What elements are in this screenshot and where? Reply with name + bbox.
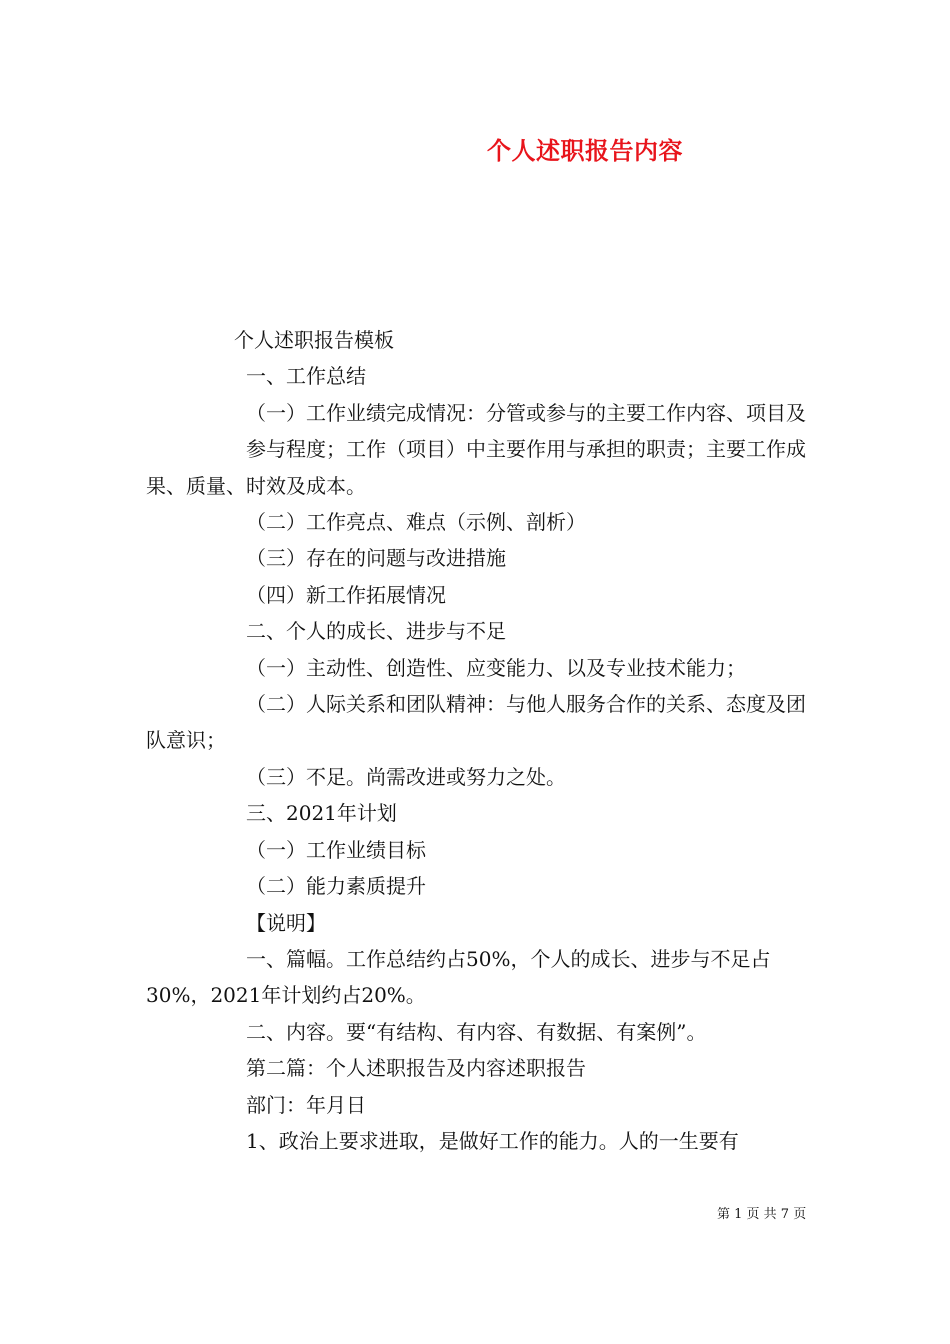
paragraph-item-2-3: （三）不足。尚需改进或努力之处。 bbox=[246, 764, 566, 789]
paragraph-item-2-2: （二）人际关系和团队精神：与他人服务合作的关系、态度及团队意识； bbox=[146, 692, 806, 753]
document-title: 个人述职报告内容 bbox=[487, 136, 683, 165]
paragraph-note-2: 二、内容。要“有结构、有内容、有数据、有案例”。 bbox=[246, 1019, 707, 1044]
paragraph-item-1-1-cont: 参与程度；工作（项目）中主要作用与承担的职责；主要工作成果、质量、时效及成本。 bbox=[146, 437, 806, 498]
page-footer: 第 1 页 共 7 页 bbox=[717, 1207, 807, 1222]
paragraph-item-1-1: （一）工作业绩完成情况：分管或参与的主要工作内容、项目及 bbox=[246, 400, 806, 425]
paragraph-second-article-title: 第二篇：个人述职报告及内容述职报告 bbox=[246, 1056, 586, 1081]
paragraph-department-date: 部门：年月日 bbox=[246, 1092, 366, 1117]
paragraph-template-heading: 个人述职报告模板 bbox=[234, 328, 394, 352]
paragraph-section-3: 三、2021年计划 bbox=[246, 801, 397, 826]
paragraph-note-1: 一、篇幅。工作总结约占50%，个人的成长、进步与不足占30%，2021年计划约占20%。 bbox=[146, 946, 771, 1008]
paragraph-item-3-2: （二）能力素质提升 bbox=[246, 874, 426, 899]
paragraph-section-1: 一、工作总结 bbox=[246, 364, 366, 389]
paragraph-item-1-3: （三）存在的问题与改进措施 bbox=[246, 546, 506, 571]
paragraph-item-1-4: （四）新工作拓展情况 bbox=[246, 582, 446, 607]
document-body bbox=[146, 322, 810, 1159]
paragraph-section-2: 二、个人的成长、进步与不足 bbox=[246, 619, 506, 644]
paragraph-item-2-1: （一）主动性、创造性、应变能力、以及专业技术能力； bbox=[246, 655, 746, 680]
paragraph-item-1-2: （二）工作亮点、难点（示例、剖析） bbox=[246, 510, 586, 535]
paragraph-item-3-1: （一）工作业绩目标 bbox=[246, 837, 426, 862]
paragraph-note-heading: 【说明】 bbox=[246, 910, 326, 935]
paragraph-point-1: 1、政治上要求进取，是做好工作的能力。人的一生要有 bbox=[246, 1128, 739, 1153]
